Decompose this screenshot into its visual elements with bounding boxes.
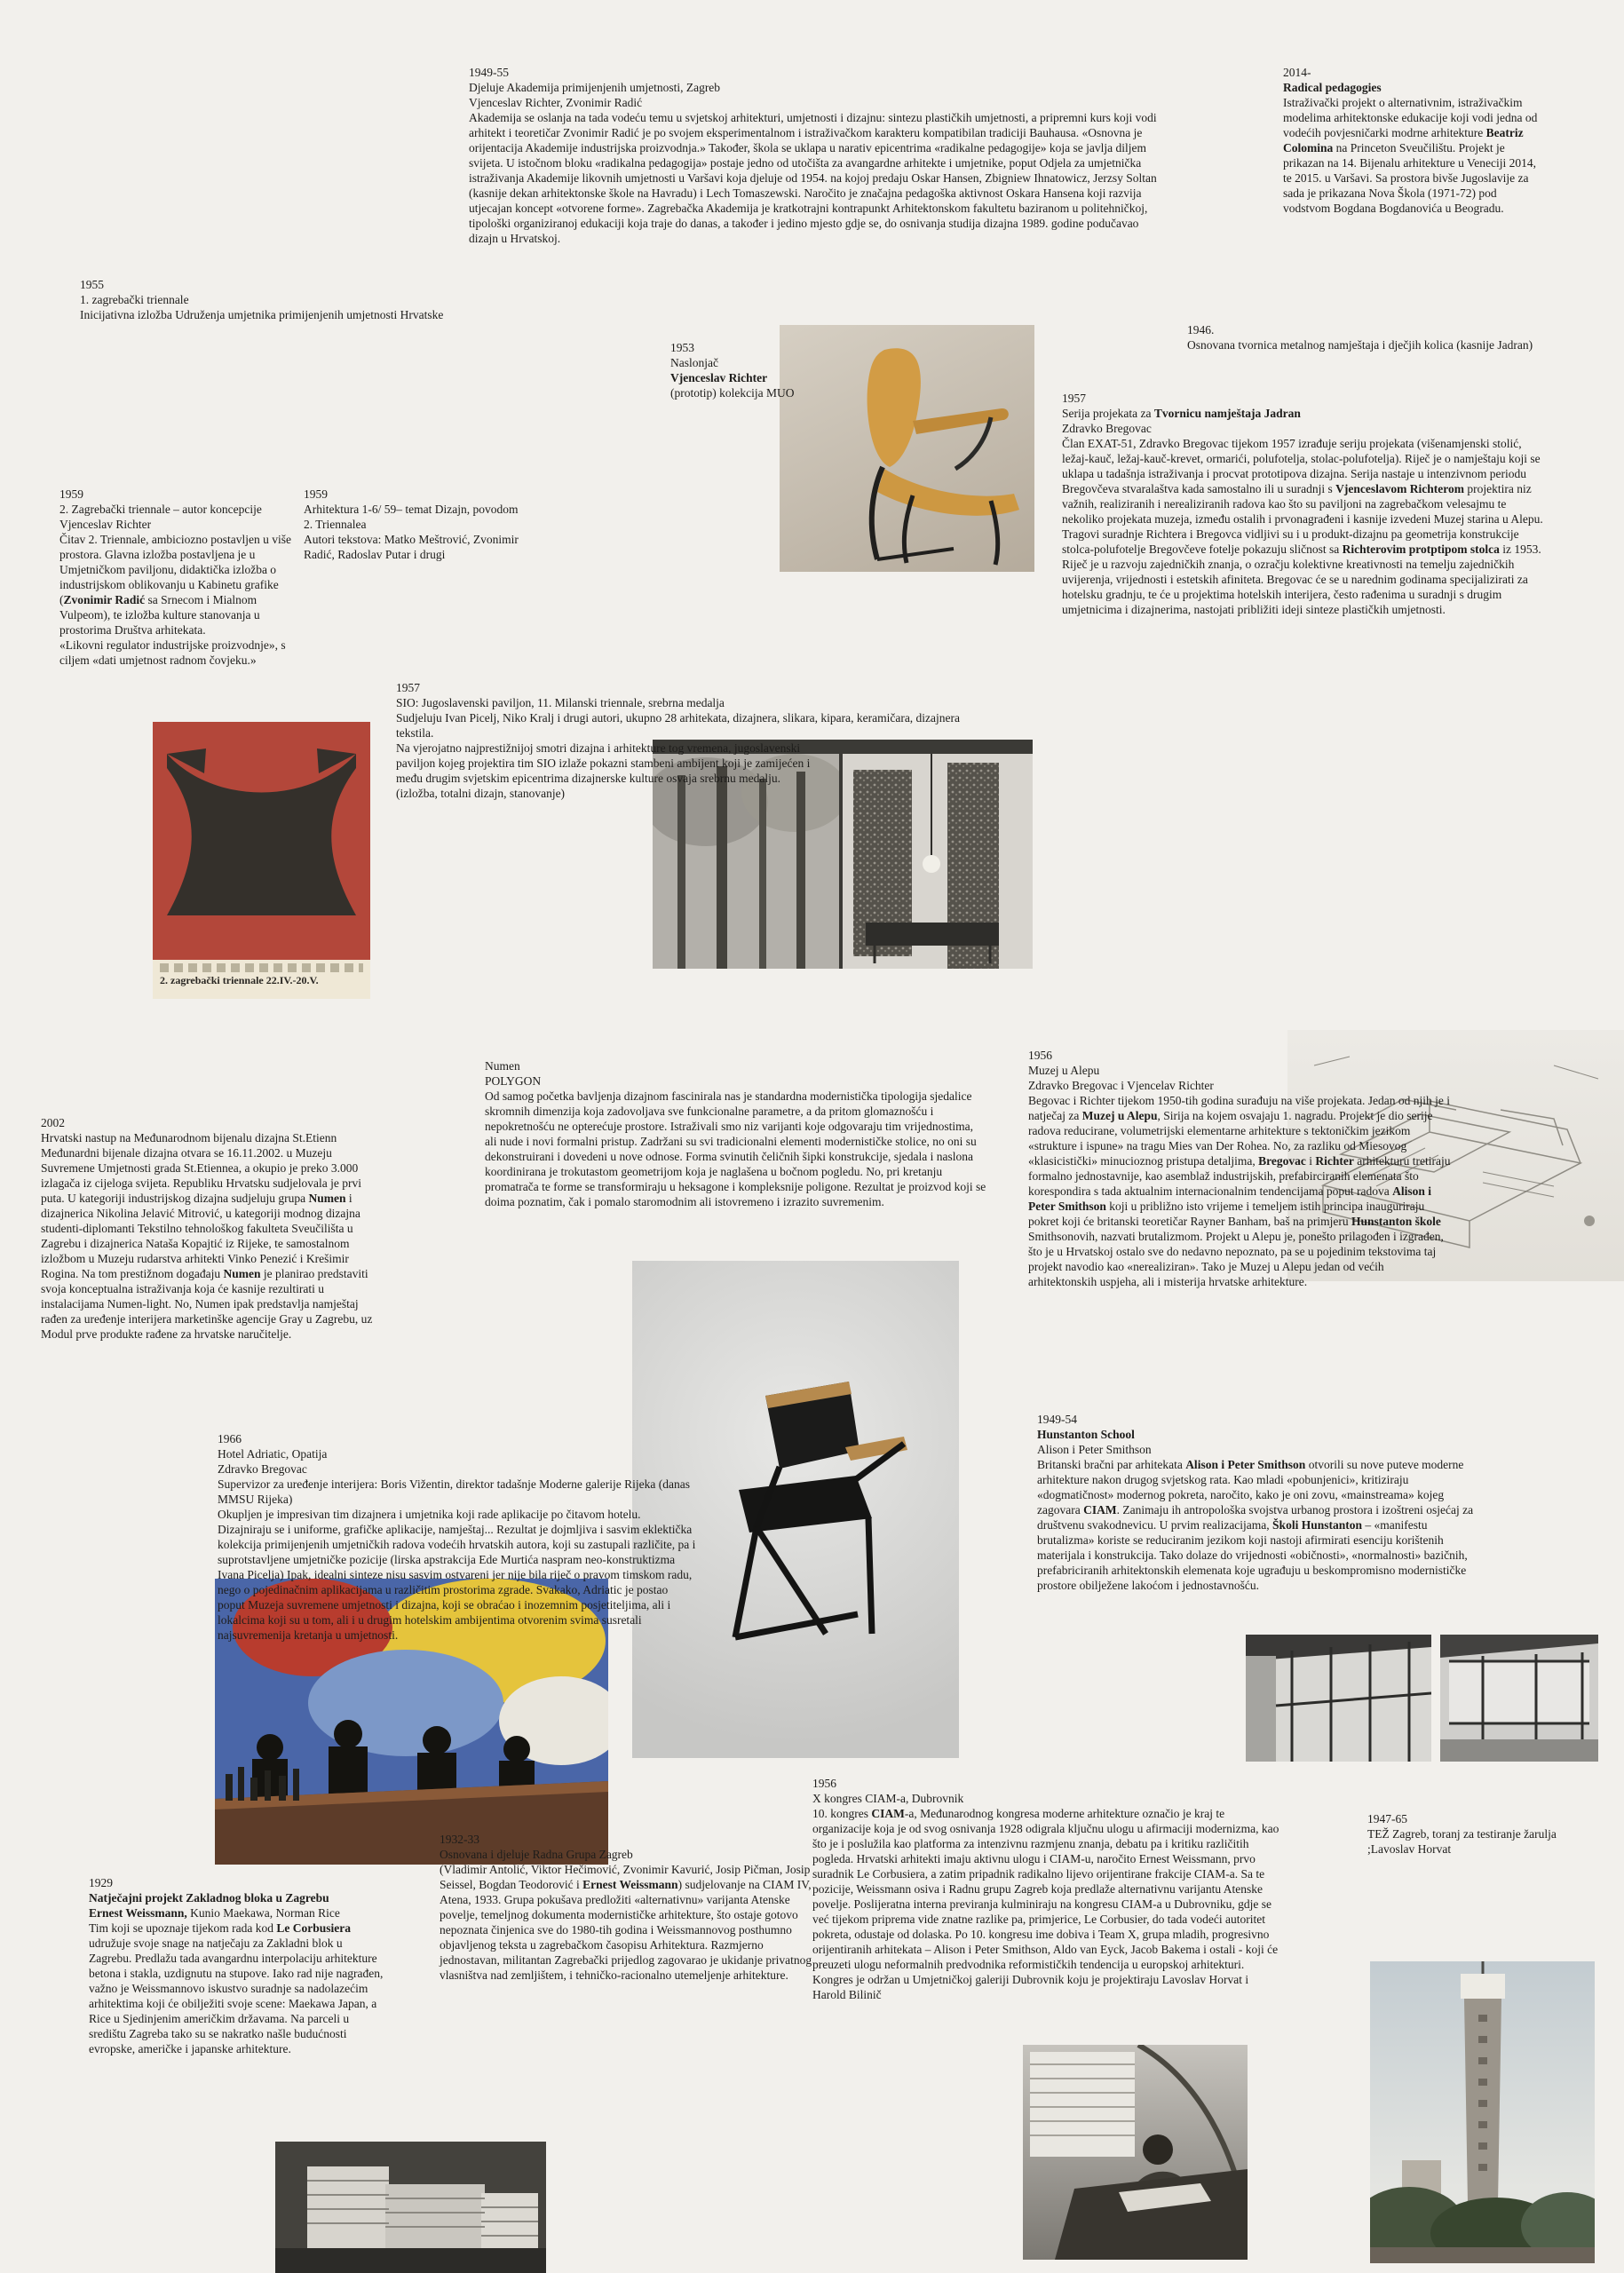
event-body: Autori tekstova: Matko Meštrović, Zvonimir Radić, Radoslav Putar i drugi xyxy=(304,533,519,561)
event-title: Hotel Adriatic, Opatija xyxy=(218,1447,328,1461)
event-author: Zdravko Bregovac xyxy=(1062,422,1152,435)
event-body: Britanski bračni par arhitekata Alison i Peter Smithson otvorili su nove puteve moderne arhitekture nakon drugog svjetskog rata. Kao mladi «pobunjenici», kritiziraju «dogmatičnost» modernog pokreta, naročito, kako je oni zovu, «mainstreama» kojeg zagovara CIAM. Zanimaju ih antropološka svojstva urbanog prostora i izoštreni osjećaj za društvenu svakodnevicu. U prvim realizacijama, Školi Hunstanton – «manifestu brutalizma» koriste se reduciranim jezikom koji nastoji afirmirati esenciju korištenih materijala i konstrukcija. Tako dolaze do vrijednosti «običnosti», «normalnosti» bazičnih, prefabriciranih arhitektonskih elemenata koje ugrađuju u beskompromisno modernističke prostore obilježene lakoćom i jednostavnošću. xyxy=(1037,1458,1474,1592)
event-year: 1957 xyxy=(1062,392,1086,405)
photo-tez-tower xyxy=(1370,1961,1595,2263)
event-year: 1947-65 xyxy=(1367,1812,1407,1826)
poster-2-zagrebacki-triennale xyxy=(153,722,370,960)
event-body: Na vjerojatno najprestižnijoj smotri dizajna i arhitekture tog vremena, jugoslavenski paviljon kojeg projektira tim SIO izlaže pokazni stambeni ambijent koji je zamijećen i među drugim svjetskim epicentrima dizajnerske kulture osvaja srebrnu medalju. xyxy=(396,741,811,785)
event-title: SIO: Jugoslavenski paviljon, 11. Milanski triennale, srebrna medalja xyxy=(396,696,725,709)
event-1957-jadran xyxy=(1062,391,1549,617)
event-title: Osnovana i djeluje Radna Grupa Zagreb xyxy=(440,1848,633,1861)
event-brand: Numen xyxy=(485,1059,520,1073)
event-body: Begovac i Richter tijekom 1950-tih godina surađuju na više projekata. Jedan od njih je i natječaj za Muzej u Alepu, Sirija na kojem osvajaju 1. nagradu. Projekt je dio serije radova reducirane, volumetrijski elementarne arhitekture s tektoničkim jezikom «strukture i ispune» na tragu Mies van Der Rohea. No, za razliku od Miesovog «klasicistički» minucioznog pristupa detaljima, Bregovac i Richter arhitekturu tretiraju formalno jednostavnije, kao asemblaž industrijskih, prefabirciranih elemenata što korespondira s tada aktualnim internacionalnim tendencijama poput radova Alison i Peter Smithson koji u približno isto vrijeme i temeljem istih principa inauguriraju pokret koji će britanski teoretičar Rayner Banham, baš na primjeru Hunstanton škole Smithsonovih, nazvati brutalizmom. Projekt u Alepu je, ponešto prilagođen i izgrađen, što je u Hrvatskoj ostalo sve do nedavno nepoznato, pa se u pojedinim tekstovima taj projekt navodio kao «nerealiziran». Tako je Muzej u Alepu jedan od većih arhitektonskih uspjeha, ali i misterija hrvatske arhitekture. xyxy=(1028,1094,1451,1288)
hunstanton-interior-1-illustration xyxy=(1246,1635,1431,1762)
event-note: (izložba, totalni dizajn, stanovanje) xyxy=(396,787,566,800)
event-year: 1955 xyxy=(80,278,104,291)
event-title: Serija projekata za Tvornicu namještaja Jadran xyxy=(1062,407,1301,420)
event-year: 1929 xyxy=(89,1876,113,1889)
event-supervisor: Supervizor za uređenje interijera: Boris Vižentin, direktor tadašnje Moderne galerije Rijeka (danas MMSU Rijeka) xyxy=(218,1477,690,1506)
event-authors: Alison i Peter Smithson xyxy=(1037,1443,1152,1456)
photo-hunstanton-interior-1 xyxy=(1246,1635,1431,1762)
event-1946-tvornica xyxy=(1187,322,1612,352)
event-1949-55-akademija xyxy=(469,65,1157,246)
poster-caption: 2. zagrebački triennale 22.IV.-20.V. xyxy=(160,974,319,986)
event-body: 10. kongres CIAM-a, Međunarodnog kongresa moderne arhitekture označio je kraj te organizacije koja je od svog osnivanja 1928 odigrala ključnu ulogu u afirmaciji modernizma, kao što je i poslužila kao platforma za intenzivnu razmjenu znanja, debatu pa i kritiku različitih pogleda. Hrvatski arhitekti imaju aktivnu ulogu i CIAM-u, naročito Ernest Weissmann, prvo suradnik Le Corbusiera, a zatim pripadnik radikalno lijevo orijentirane frakcije CIAM-a. Sa te pozicije, Weissmann osiva i Radnu grupu Zagreb koja predlaže alternativnu varijantu Atenske povelje. Poslijeratna interna previranja kulminiraju na kongresu CIAM-a u Dubrovniku, gdje se već tijekom priprema vide znatne razlike pa, primjerice, Le Corbusier, do tada vodeći autoritet pokreta, odustaje od dolaska. Po 10. kongresu ime dobiva i Team X, grupa mladih, progresivno orijentiranih arhitekata – Alison i Peter Smithson, Aldo van Eyck, Jacob Bakema i ostali - koji će preuzeti ulogu neformalnih predvodnika reformističkih tendencija u europskoj arhitekturi. Kongres je održan u Umjetničkoj galeriji Dubrovnik koju je projektiraju Lavoslav Horvat i Harold Bilinič xyxy=(812,1807,1279,2001)
event-1956-ciam-dubrovnik xyxy=(812,1776,1283,2002)
event-year: 1956 xyxy=(1028,1049,1052,1062)
event-title: 1. zagrebački triennale xyxy=(80,293,189,306)
event-authors: Ernest Weissmann, Kunio Maekawa, Norman Rice xyxy=(89,1906,340,1920)
event-body: Akademija se oslanja na tada vodeću temu u svjetskoj arhitekturi, umjetnosti i dizajnu: sintezu plastičkih umjetnosti, a pripremni kurs koji vodi arhitekt i teoretičar Zvonimir Radić je po svojem eksperimentalnom i istraživačkom karakteru kompatibilan tradiciji Bauhausa. «Osnovna je orijentacija Akademije industrijska proizvodnja.» Također, škola se uklapa u narativ epicentrima «radikalne pedagogije» koja se javlja diljem svijeta. U istočnom bloku «radikalna pedagogija» postaje jedno od utočišta za avangardne arhitekte i umjetnike, poput Odjela za umjetnička istraživanja Akademije likovnih umjetnosti u Varšavi koja djeluje od 1954. na kojoj predaju Oskar Hansen, Zbigniew Ihnatowicz, Jerzsy Soltan (kasnije dekan arhitektonske škole na Havradu) i Lech Tomaszewski. Naročito je značajna pedagoška aktivnost Oskara Hansena koji razvija utjecajan koncept «otvorene forme». Zagrebačka Akademija je kratkotrajni kontrapunkt Arhitektonskom fakultetu baziranom u politehničkoj, tipološki organiziranoj edukaciji koja traje do danas, a također i jedino mjesto gdje se, do osnivanja studija dizajna 1989. godine podučavao dizajn u Hrvatskoj. xyxy=(469,111,1157,245)
event-year: 1957 xyxy=(396,681,420,694)
event-body: Međunardni bijenale dizajna otvara se 16.11.2002. u Muzeju Suvremene Umjetnosti grada St.Etiennea, a okupio je preko 3.000 izlagača iz cijeloga svijeta. Republiku Hrvatsku sudjelovala je prvi puta. U kategoriji industrijskog dizajna sudjeluju grupa Numen i dizajnerica Nikolina Jelavić Mitrović, u kategoriji modnog dizajna studenti-diplomanti Tekstilno tehnološkog fakulteta Sveučilišta u Zagrebu i dizajnerica Nataša Kopajtić iz Rijeke, te samostalnom izložbom u Muzeju rudarstva arhitekti Vinko Penezić i Krešimir Rogina. Na tom prestižnom događaju Numen je planirao predstaviti svoja konceptualna istraživanja koja će kasnije rezultirati u instalacijama Numen-light. No, Numen ipak predstavlja namještaj rađen za uređenje interijera marketinške agencije Gray u Zagrebu, uz Modul prve produkte rađene za hrvatske naručitelje. xyxy=(41,1146,373,1341)
event-year: 1966 xyxy=(218,1432,242,1445)
event-body: Od samog početka bavljenja dizajnom fascinirala nas je standardna modernistička tipologija sjedalice skromnih dimenzija koja zadovoljava sve funkcionalne parametre, a da pritom glomaznošću i nepokretnošću ne opterećuje prostore. Istraživali smo niz varijanti koje odgovaraju tim vrijednostima, ali nude i novi formalni pristup. Zadržani su svi tradicionalni elementi modernističke stolice, no oni su dekonstruirani i dovedeni u nove odnose. Forma svinutih čeličnih šipki konstrukcije, sjedala i naslona koordinirana je trokutastom geometrijom koja je naglašena u bočnom pogledu. No, pri kretanju promatrača te forme se transformiraju u heksagone i kompleksnije poligone. Rezultat je proizvod koji se doima poznatim, čak i pomalo staromodnim ali istovremeno i izrazito suvremenim. xyxy=(485,1089,986,1208)
ciam-drafting-illustration xyxy=(1023,2045,1248,2260)
photo-zakladni-blok-model xyxy=(275,2142,546,2273)
event-1929-zakladni-blok xyxy=(89,1875,386,2056)
event-participants: Sudjeluju Ivan Picelj, Niko Kralj i drugi autori, ukupno 28 arhitekata, dizajnera, slikara, kipara, keramičara, dizajnera tekstila. xyxy=(396,711,961,740)
event-year: 1956 xyxy=(812,1777,836,1790)
event-author: Vjenceslav Richter xyxy=(670,371,768,384)
event-year: 2014- xyxy=(1283,66,1311,79)
event-2014-radical-pedagogies xyxy=(1283,65,1542,216)
event-authors: Zdravko Bregovac i Vjencelav Richter xyxy=(1028,1079,1214,1092)
event-1949-54-hunstanton xyxy=(1037,1412,1478,1593)
event-1959-triennale-2 xyxy=(59,487,301,668)
event-1957-sio xyxy=(396,680,980,801)
event-year: 1946. xyxy=(1187,323,1215,337)
event-title: Hrvatski nastup na Međunarodnom bijenalu dizajna St.Etienn xyxy=(41,1131,337,1144)
event-body: Član EXAT-51, Zdravko Bregovac tijekom 1957 izrađuje seriju projekata (višenamjenski stolić, ležaj-kauč, ležaj-kauč-krevet, ormarići, polufotelja, stolac-polufotelja). Riječ je o namještaju koji se uklapa u tadašnja istraživanja i procvat prototipova dizajna. Serija nastaje u intenzivnom periodu Bregovčeva stvaralaštva kada samostalno ili u suradnji s Vjenceslavom Richterom projektira niz važnih, realiziranih i nerealiziranih radova kao što su paviljoni na zagrebačkom velesajmu te nekoliko projekata muzeja, između ostalih i prvonagrađeni i kasnije izvedeni Muzej starina u Alepu. Tragovi suradnje Richtera i Bregovca vidljivi su i u produkt-dizajnu pa geometrija konstrukcije stolca-polufotelje Bregovčeve fotelje pokazuju sličnost sa Richterovim protptipom stolca iz 1953. Riječ je u razvoju zajedničkih znanja, o ozračju kolektivne kreativnosti na temelju zajedničkih uvijerenja, vrijednosti i estetskih afiniteta. Bregovac će se u narednim godinama specijalizirati za hotelsku gradnju, te će u projektima hotelskih interijera, često rađenima u suradnji s drugim umjetnicima i dizajnerima, nastojati približiti ideji sinteze plastičkih umjetnosti. xyxy=(1062,437,1543,616)
event-numen-polygon xyxy=(485,1058,986,1209)
event-author: ;Lavoslav Horvat xyxy=(1367,1842,1452,1856)
poster-smallprint-strip xyxy=(160,963,363,972)
zakladni-blok-illustration xyxy=(275,2142,546,2273)
hunstanton-interior-2-illustration xyxy=(1440,1635,1598,1762)
event-body: Istraživački projekt o alternativnim, istraživačkim modelima arhitektonske edukacije koji vodi jedna od vodećih povjesničarki modrne arhitekture Beatriz Colomina na Princeton Sveučilištu. Projekt je prikazan na 14. Bijenalu arhitekture u Veneciji 2014, te 2015. u Varšavi. Sa prostora bivše Jugoslavije za sada je prikazana Nova Škola (1971-72) pod vodstvom Bogdana Bogdanovića u Beogradu. xyxy=(1283,96,1538,215)
event-year: 1959 xyxy=(59,487,83,501)
abstract-poster-shape xyxy=(153,722,370,960)
event-note: (prototip) kolekcija MUO xyxy=(670,386,795,400)
event-body: Čitav 2. Triennale, ambiciozno postavljen u više prostora. Glavna izložba postavljena je u Umjetničkom paviljonu, didaktička izložba o industrijskom oblikovanju u Kabinetu grafike (Zvonimir Radić sa Srnecom i Mialnom Vulpeom), te izložba kulture stanovanja u prostorima Društva arhitekata. xyxy=(59,533,291,637)
event-1955-triennale xyxy=(80,277,462,322)
photo-ciam-drafting-room xyxy=(1023,2045,1248,2260)
event-1932-33-radna-grupa xyxy=(440,1832,823,1983)
event-title: X kongres CIAM-a, Dubrovnik xyxy=(812,1792,964,1805)
event-2002-st-etienne xyxy=(41,1115,383,1342)
event-title: Radical pedagogies xyxy=(1283,81,1382,94)
event-year: 2002 xyxy=(41,1116,65,1129)
event-body: (Vladimir Antolić, Viktor Hečimović, Zvonimir Kavurić, Josip Pičman, Josip Seissel, Bogdan Teodorović i Ernest Weissmann) sudjelovanje na CIAM IV, Atena, 1933. Grupa pokušava predložiti «alternativnu» varijanta Atenske povelje, temeljnog dokumenta modernističke arhitekture, što ostaje gotovo nepoznata činjenica sve do 1980-tih godina i Weissmannovog posthumno objavljenog teksta u zagrebačkom časopisu Arhitektura. Razmjerno jednostavan, militantan Zagrebački prijedlog zagovarao je ukidanje privatnog vlasništva nad zemljištem, i tehničko-racionalno utemeljenje arhitekture. xyxy=(440,1863,812,1982)
event-authors: Vjenceslav Richter, Zvonimir Radić xyxy=(469,96,643,109)
event-title: POLYGON xyxy=(485,1074,542,1088)
event-title: 2. Zagrebački triennale – autor koncepcije Vjenceslav Richter xyxy=(59,503,262,531)
poster-caption-band xyxy=(153,960,370,999)
event-year: 1959 xyxy=(304,487,328,501)
event-year: 1949-54 xyxy=(1037,1413,1077,1426)
event-body: Tim koji se upoznaje tijekom rada kod Le Corbusiera udružuje svoje snage na natječaju za Zakladni blok u Zagrebu. Predlažu tada avangardnu interpolaciju arhitekture betona i stakla, uzdignutu na stupove. Iako rad nije nagrađen, važno je Weissmannovo iskustvo suradnje sa nadolazećim arhitektima koji će obilježiti svoje scene: Maekawa Japan, a Rice u Sjedinjenim američkim državama. Na parceli u središtu Zagreba tako su se nakratko našle budućnosti evropske, američke i japanske arhitekture. xyxy=(89,1921,384,2055)
photo-hunstanton-interior-2 xyxy=(1440,1635,1598,1762)
event-title: Naslonjač xyxy=(670,356,718,369)
event-year: 1949-55 xyxy=(469,66,509,79)
event-body: Inicijativna izložba Udruženja umjetnika primijenjenih umjetnosti Hrvatske xyxy=(80,308,444,321)
event-body: Okupljen je impresivan tim dizajnera i umjetnika koji rade aplikacije po čitavom hotelu. Dizajniraju se i uniforme, grafičke aplikacije, namještaj... Rezultat je dojmljiva i sasvim eklektička kolekcija primijenjenih umjetničkih radova vodećih hrvatskih autora, koji su zastupali različite, pa i suprotstavljene umjetničke pozicije (lirska apstrakcija Ede Murtića naspram neo-konstruktizma Ivana Picelja) Ipak, idealni sinteze nisu sasvim ostvareni jer nije bila riječ o pravom timskom radu, nego o pojedinačnim aplikacijama u različitim prostorima zgrade. Svakako, Adriatic je postao poput Muzeja suvremene umjetnosti i dizajna, koji se obraćao i inozemnim posjetiteljima, ali i lokalcima koji su u tom, ali i u drugim hotelskim ambijentima otvorenim svima susretali najsuvremenija kretanja u umjetnosti. xyxy=(218,1508,696,1642)
event-title: TEŽ Zagreb, toranj za testiranje žarulja xyxy=(1367,1827,1557,1841)
event-year: 1953 xyxy=(670,341,694,354)
event-body: Osnovana tvornica metalnog namještaja i dječjih kolica (kasnije Jadran) xyxy=(1187,338,1533,352)
event-1953-naslonjac xyxy=(670,340,937,400)
event-year: 1932-33 xyxy=(440,1833,479,1846)
event-title: Hunstanton School xyxy=(1037,1428,1135,1441)
event-title: Natječajni projekt Zakladnog bloka u Zagrebu xyxy=(89,1891,329,1905)
event-1947-65-tez xyxy=(1367,1811,1620,1857)
event-body-2: «Likovni regulator industrijske proizvodnje», s ciljem «dati umjetnost radnom čovjeku.» xyxy=(59,638,286,667)
event-author: Zdravko Bregovac xyxy=(218,1462,307,1476)
event-1956-muzej-alep xyxy=(1028,1048,1453,1289)
event-title: Muzej u Alepu xyxy=(1028,1064,1100,1077)
event-1966-hotel-adriatic xyxy=(218,1431,697,1643)
event-title: Arhitektura 1-6/ 59– temat Dizajn, povodom 2. Triennalea xyxy=(304,503,519,531)
event-title: Djeluje Akademija primijenjenih umjetnosti, Zagreb xyxy=(469,81,721,94)
event-1959-arhitektura-temat xyxy=(304,487,527,562)
tez-tower-illustration xyxy=(1370,1961,1595,2263)
